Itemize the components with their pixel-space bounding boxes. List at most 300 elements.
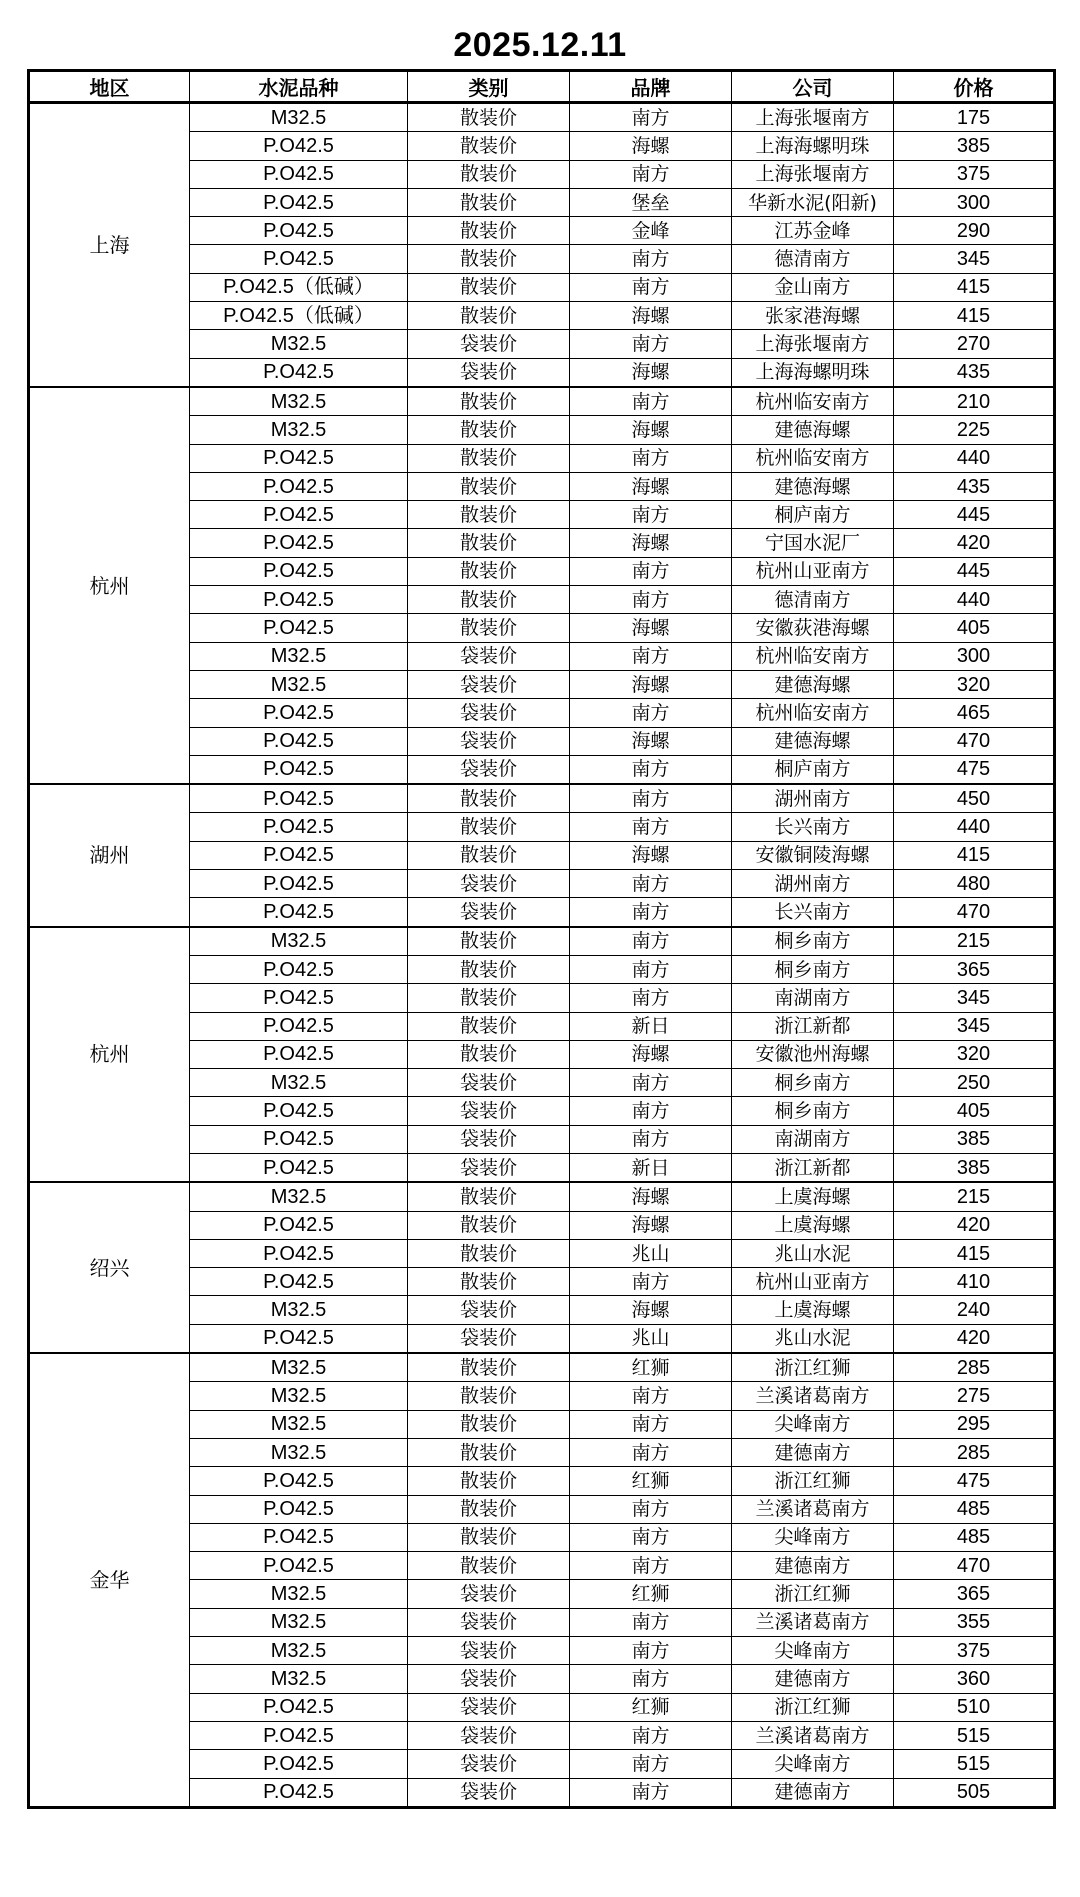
cell-brand: 南方: [570, 1069, 732, 1097]
cell-brand: 红狮: [570, 1353, 732, 1382]
cell-company: 建德南方: [732, 1665, 894, 1693]
cell-price: 385: [894, 1125, 1055, 1153]
cell-price: 510: [894, 1693, 1055, 1721]
cell-brand: 红狮: [570, 1693, 732, 1721]
cell-price: 485: [894, 1495, 1055, 1523]
cell-category: 袋装价: [408, 727, 570, 755]
table-row: [29, 103, 1055, 132]
cell-category: 散装价: [408, 1467, 570, 1495]
cell-variety: P.O42.5: [190, 529, 408, 557]
cell-price: 415: [894, 1239, 1055, 1267]
cell-variety: M32.5: [190, 670, 408, 698]
cell-company: 浙江红狮: [732, 1467, 894, 1495]
cell-price: 420: [894, 1211, 1055, 1239]
cell-category: 散装价: [408, 1182, 570, 1211]
cell-brand: 新日: [570, 1153, 732, 1182]
cell-company: 湖州南方: [732, 784, 894, 813]
cell-category: 袋装价: [408, 330, 570, 358]
cell-price: 505: [894, 1778, 1055, 1807]
cell-price: 345: [894, 245, 1055, 273]
cell-variety: P.O42.5: [190, 841, 408, 869]
cell-company: 张家港海螺: [732, 302, 894, 330]
cell-brand: 金峰: [570, 217, 732, 245]
cell-variety: P.O42.5: [190, 1467, 408, 1495]
cell-company: 上虞海螺: [732, 1182, 894, 1211]
cell-price: 435: [894, 472, 1055, 500]
cell-brand: 新日: [570, 1012, 732, 1040]
cell-variety: M32.5: [190, 103, 408, 132]
cell-price: 515: [894, 1750, 1055, 1778]
cell-company: 桐庐南方: [732, 501, 894, 529]
cell-variety: P.O42.5: [190, 217, 408, 245]
cell-price: 470: [894, 727, 1055, 755]
cell-variety: P.O42.5: [190, 898, 408, 927]
cell-variety: M32.5: [190, 1608, 408, 1636]
table-row: [29, 927, 1055, 956]
cell-variety: P.O42.5: [190, 245, 408, 273]
cell-price: 300: [894, 188, 1055, 216]
cell-category: 散装价: [408, 103, 570, 132]
cell-price: 345: [894, 984, 1055, 1012]
cell-brand: 南方: [570, 586, 732, 614]
cell-company: 德清南方: [732, 586, 894, 614]
cell-category: 散装价: [408, 217, 570, 245]
cell-category: 散装价: [408, 1012, 570, 1040]
cell-company: 浙江红狮: [732, 1353, 894, 1382]
cell-category: 散装价: [408, 529, 570, 557]
cell-company: 浙江新都: [732, 1153, 894, 1182]
cell-variety: P.O42.5: [190, 1211, 408, 1239]
cell-category: 散装价: [408, 1211, 570, 1239]
cell-brand: 堡垒: [570, 188, 732, 216]
cell-region: 杭州: [29, 927, 190, 1183]
cell-category: 袋装价: [408, 755, 570, 784]
cell-company: 尖峰南方: [732, 1410, 894, 1438]
cell-price: 175: [894, 103, 1055, 132]
header-company: 公司: [732, 71, 894, 103]
cell-company: 南湖南方: [732, 1125, 894, 1153]
cell-price: 440: [894, 586, 1055, 614]
cell-company: 杭州山亚南方: [732, 1268, 894, 1296]
cell-category: 散装价: [408, 387, 570, 416]
cell-price: 285: [894, 1353, 1055, 1382]
cell-company: 尖峰南方: [732, 1637, 894, 1665]
cell-category: 袋装价: [408, 1153, 570, 1182]
cell-variety: P.O42.5（低碱）: [190, 302, 408, 330]
cell-variety: P.O42.5: [190, 1012, 408, 1040]
cell-company: 杭州临安南方: [732, 444, 894, 472]
cell-variety: P.O42.5: [190, 1552, 408, 1580]
cell-brand: 南方: [570, 1410, 732, 1438]
cell-category: 散装价: [408, 302, 570, 330]
cell-brand: 红狮: [570, 1467, 732, 1495]
cell-company: 上海张堰南方: [732, 160, 894, 188]
cell-brand: 海螺: [570, 472, 732, 500]
cell-brand: 南方: [570, 1608, 732, 1636]
header-brand: 品牌: [570, 71, 732, 103]
cell-category: 散装价: [408, 1552, 570, 1580]
cell-category: 散装价: [408, 1040, 570, 1068]
cell-price: 415: [894, 302, 1055, 330]
table-row: [29, 1353, 1055, 1382]
cell-brand: 南方: [570, 1268, 732, 1296]
cell-price: 295: [894, 1410, 1055, 1438]
cell-variety: P.O42.5: [190, 160, 408, 188]
cell-category: 袋装价: [408, 1721, 570, 1749]
cell-price: 515: [894, 1721, 1055, 1749]
cell-category: 散装价: [408, 245, 570, 273]
cell-company: 杭州临安南方: [732, 387, 894, 416]
cell-brand: 南方: [570, 1382, 732, 1410]
cell-region: 杭州: [29, 387, 190, 784]
cell-price: 375: [894, 160, 1055, 188]
cell-category: 散装价: [408, 160, 570, 188]
cell-variety: P.O42.5: [190, 1239, 408, 1267]
cell-brand: 南方: [570, 1721, 732, 1749]
cell-price: 405: [894, 1097, 1055, 1125]
cell-price: 435: [894, 358, 1055, 387]
cell-price: 440: [894, 813, 1055, 841]
cell-category: 袋装价: [408, 1778, 570, 1807]
cell-variety: P.O42.5: [190, 188, 408, 216]
cell-company: 上海张堰南方: [732, 103, 894, 132]
cell-company: 建德南方: [732, 1438, 894, 1466]
cell-company: 桐乡南方: [732, 927, 894, 956]
cell-category: 袋装价: [408, 699, 570, 727]
cell-variety: P.O42.5: [190, 557, 408, 585]
cell-company: 长兴南方: [732, 813, 894, 841]
cell-company: 尖峰南方: [732, 1750, 894, 1778]
cell-variety: P.O42.5: [190, 1495, 408, 1523]
cell-company: 建德南方: [732, 1778, 894, 1807]
cell-company: 浙江红狮: [732, 1580, 894, 1608]
cell-price: 385: [894, 1153, 1055, 1182]
cell-company: 上海海螺明珠: [732, 358, 894, 387]
cell-variety: M32.5: [190, 1580, 408, 1608]
cell-variety: M32.5: [190, 1182, 408, 1211]
cell-brand: 南方: [570, 784, 732, 813]
cell-company: 浙江新都: [732, 1012, 894, 1040]
page-title: 2025.12.11: [453, 26, 627, 64]
cell-brand: 南方: [570, 273, 732, 301]
cell-company: 金山南方: [732, 273, 894, 301]
cell-category: 散装价: [408, 984, 570, 1012]
cell-brand: 南方: [570, 1438, 732, 1466]
cell-variety: P.O42.5（低碱）: [190, 273, 408, 301]
cell-brand: 南方: [570, 1750, 732, 1778]
cell-category: 散装价: [408, 416, 570, 444]
cell-brand: 南方: [570, 813, 732, 841]
cell-variety: M32.5: [190, 330, 408, 358]
cell-variety: P.O42.5: [190, 1693, 408, 1721]
cell-variety: P.O42.5: [190, 699, 408, 727]
cell-category: 散装价: [408, 841, 570, 869]
cell-brand: 南方: [570, 870, 732, 898]
table-row: [29, 1182, 1055, 1211]
cell-variety: P.O42.5: [190, 1097, 408, 1125]
cell-variety: M32.5: [190, 1637, 408, 1665]
cell-price: 360: [894, 1665, 1055, 1693]
cell-category: 袋装价: [408, 1324, 570, 1353]
cell-variety: P.O42.5: [190, 1324, 408, 1353]
cell-category: 袋装价: [408, 1296, 570, 1324]
cell-price: 240: [894, 1296, 1055, 1324]
cell-brand: 海螺: [570, 1040, 732, 1068]
cell-variety: M32.5: [190, 1069, 408, 1097]
cell-variety: M32.5: [190, 642, 408, 670]
cell-variety: P.O42.5: [190, 1040, 408, 1068]
cell-price: 285: [894, 1438, 1055, 1466]
cell-price: 290: [894, 217, 1055, 245]
cell-company: 浙江红狮: [732, 1693, 894, 1721]
cell-variety: P.O42.5: [190, 984, 408, 1012]
cell-brand: 南方: [570, 1552, 732, 1580]
cell-company: 兆山水泥: [732, 1324, 894, 1353]
cell-variety: P.O42.5: [190, 1778, 408, 1807]
cell-price: 445: [894, 501, 1055, 529]
cell-price: 355: [894, 1608, 1055, 1636]
cell-variety: P.O42.5: [190, 358, 408, 387]
cell-brand: 海螺: [570, 841, 732, 869]
cell-price: 225: [894, 416, 1055, 444]
cell-variety: M32.5: [190, 416, 408, 444]
cell-price: 420: [894, 529, 1055, 557]
cell-variety: M32.5: [190, 1382, 408, 1410]
cell-price: 445: [894, 557, 1055, 585]
cell-variety: M32.5: [190, 387, 408, 416]
cell-price: 415: [894, 841, 1055, 869]
cell-category: 散装价: [408, 927, 570, 956]
cell-price: 365: [894, 1580, 1055, 1608]
cell-company: 兰溪诸葛南方: [732, 1495, 894, 1523]
cell-brand: 南方: [570, 1495, 732, 1523]
cell-brand: 南方: [570, 1125, 732, 1153]
cell-variety: P.O42.5: [190, 501, 408, 529]
cell-category: 袋装价: [408, 1693, 570, 1721]
cell-company: 宁国水泥厂: [732, 529, 894, 557]
cell-price: 480: [894, 870, 1055, 898]
cell-variety: P.O42.5: [190, 955, 408, 983]
cell-brand: 南方: [570, 955, 732, 983]
cell-company: 上海海螺明珠: [732, 132, 894, 160]
cell-variety: P.O42.5: [190, 614, 408, 642]
cell-company: 兆山水泥: [732, 1239, 894, 1267]
cell-company: 建德南方: [732, 1552, 894, 1580]
cell-category: 散装价: [408, 557, 570, 585]
cell-category: 散装价: [408, 586, 570, 614]
cell-category: 散装价: [408, 1382, 570, 1410]
cell-company: 德清南方: [732, 245, 894, 273]
cell-category: 袋装价: [408, 1580, 570, 1608]
cell-variety: P.O42.5: [190, 727, 408, 755]
cell-company: 上虞海螺: [732, 1296, 894, 1324]
cell-company: 杭州临安南方: [732, 699, 894, 727]
header-region: 地区: [29, 71, 190, 103]
cell-variety: P.O42.5: [190, 755, 408, 784]
cell-brand: 海螺: [570, 727, 732, 755]
cell-category: 散装价: [408, 188, 570, 216]
cell-company: 安徽铜陵海螺: [732, 841, 894, 869]
cell-region: 金华: [29, 1353, 190, 1807]
cell-variety: P.O42.5: [190, 472, 408, 500]
cell-price: 450: [894, 784, 1055, 813]
cell-price: 470: [894, 1552, 1055, 1580]
cell-price: 475: [894, 1467, 1055, 1495]
cell-variety: P.O42.5: [190, 444, 408, 472]
cell-brand: 南方: [570, 160, 732, 188]
cell-company: 华新水泥(阳新): [732, 188, 894, 216]
cell-variety: M32.5: [190, 1353, 408, 1382]
cell-price: 250: [894, 1069, 1055, 1097]
cell-company: 兰溪诸葛南方: [732, 1721, 894, 1749]
header-category: 类别: [408, 71, 570, 103]
cell-price: 410: [894, 1268, 1055, 1296]
cell-variety: P.O42.5: [190, 1523, 408, 1551]
cell-category: 散装价: [408, 614, 570, 642]
cell-company: 桐乡南方: [732, 1097, 894, 1125]
cell-category: 散装价: [408, 1268, 570, 1296]
cell-company: 建德海螺: [732, 416, 894, 444]
cell-brand: 南方: [570, 755, 732, 784]
table-header-row: [29, 71, 1055, 103]
cell-company: 长兴南方: [732, 898, 894, 927]
cell-category: 袋装价: [408, 1069, 570, 1097]
cell-brand: 南方: [570, 984, 732, 1012]
cell-category: 袋装价: [408, 1637, 570, 1665]
cell-price: 485: [894, 1523, 1055, 1551]
cell-brand: 红狮: [570, 1580, 732, 1608]
cell-region: 湖州: [29, 784, 190, 926]
cell-price: 275: [894, 1382, 1055, 1410]
cell-price: 320: [894, 1040, 1055, 1068]
cell-brand: 海螺: [570, 416, 732, 444]
cell-variety: P.O42.5: [190, 813, 408, 841]
cell-variety: M32.5: [190, 1296, 408, 1324]
cell-category: 袋装价: [408, 870, 570, 898]
cell-brand: 南方: [570, 103, 732, 132]
cell-category: 袋装价: [408, 1665, 570, 1693]
cell-brand: 南方: [570, 898, 732, 927]
cell-category: 袋装价: [408, 1125, 570, 1153]
cell-brand: 南方: [570, 444, 732, 472]
cell-brand: 南方: [570, 557, 732, 585]
cell-variety: P.O42.5: [190, 132, 408, 160]
cell-company: 安徽池州海螺: [732, 1040, 894, 1068]
cell-brand: 南方: [570, 1665, 732, 1693]
table-body: [29, 103, 1055, 1808]
cell-category: 散装价: [408, 273, 570, 301]
cell-company: 杭州山亚南方: [732, 557, 894, 585]
cell-region: 上海: [29, 103, 190, 387]
cell-price: 300: [894, 642, 1055, 670]
cell-variety: M32.5: [190, 1665, 408, 1693]
cell-company: 尖峰南方: [732, 1523, 894, 1551]
cell-company: 建德海螺: [732, 727, 894, 755]
cell-brand: 南方: [570, 387, 732, 416]
cell-brand: 南方: [570, 927, 732, 956]
cell-category: 散装价: [408, 784, 570, 813]
cell-variety: P.O42.5: [190, 1268, 408, 1296]
cell-variety: P.O42.5: [190, 1125, 408, 1153]
cell-company: 江苏金峰: [732, 217, 894, 245]
cell-brand: 海螺: [570, 1296, 732, 1324]
cell-brand: 南方: [570, 330, 732, 358]
cell-company: 桐乡南方: [732, 1069, 894, 1097]
cell-brand: 南方: [570, 642, 732, 670]
cell-company: 湖州南方: [732, 870, 894, 898]
table-row: [29, 784, 1055, 813]
cell-price: 375: [894, 1637, 1055, 1665]
cell-category: 散装价: [408, 501, 570, 529]
cell-category: 散装价: [408, 472, 570, 500]
cell-category: 袋装价: [408, 1608, 570, 1636]
cell-brand: 海螺: [570, 529, 732, 557]
cell-company: 兰溪诸葛南方: [732, 1382, 894, 1410]
cell-price: 270: [894, 330, 1055, 358]
cell-price: 440: [894, 444, 1055, 472]
cell-variety: P.O42.5: [190, 870, 408, 898]
cell-company: 建德海螺: [732, 670, 894, 698]
cell-brand: 海螺: [570, 132, 732, 160]
cell-company: 南湖南方: [732, 984, 894, 1012]
cell-price: 385: [894, 132, 1055, 160]
cell-category: 袋装价: [408, 1750, 570, 1778]
cell-brand: 海螺: [570, 1211, 732, 1239]
cell-price: 405: [894, 614, 1055, 642]
cell-brand: 南方: [570, 699, 732, 727]
cell-category: 散装价: [408, 1495, 570, 1523]
cell-brand: 海螺: [570, 302, 732, 330]
cell-variety: M32.5: [190, 1438, 408, 1466]
cell-company: 桐乡南方: [732, 955, 894, 983]
cell-price: 475: [894, 755, 1055, 784]
cell-variety: P.O42.5: [190, 586, 408, 614]
cell-price: 365: [894, 955, 1055, 983]
cell-category: 散装价: [408, 444, 570, 472]
cell-brand: 海螺: [570, 614, 732, 642]
cell-brand: 南方: [570, 245, 732, 273]
cell-price: 320: [894, 670, 1055, 698]
cell-category: 袋装价: [408, 358, 570, 387]
cell-price: 465: [894, 699, 1055, 727]
cell-category: 散装价: [408, 1438, 570, 1466]
cell-variety: P.O42.5: [190, 784, 408, 813]
cell-category: 袋装价: [408, 642, 570, 670]
cell-variety: M32.5: [190, 927, 408, 956]
cell-brand: 南方: [570, 1778, 732, 1807]
cell-price: 420: [894, 1324, 1055, 1353]
cell-price: 215: [894, 927, 1055, 956]
cell-company: 安徽荻港海螺: [732, 614, 894, 642]
cell-company: 桐庐南方: [732, 755, 894, 784]
cell-category: 散装价: [408, 1523, 570, 1551]
cell-category: 袋装价: [408, 670, 570, 698]
header-price: 价格: [894, 71, 1055, 103]
cell-brand: 南方: [570, 501, 732, 529]
cell-category: 散装价: [408, 1239, 570, 1267]
cell-company: 上海张堰南方: [732, 330, 894, 358]
cell-region: 绍兴: [29, 1182, 190, 1353]
cell-category: 散装价: [408, 1410, 570, 1438]
header-cement-variety: 水泥品种: [190, 71, 408, 103]
cell-company: 兰溪诸葛南方: [732, 1608, 894, 1636]
cell-brand: 兆山: [570, 1324, 732, 1353]
cell-category: 袋装价: [408, 1097, 570, 1125]
cell-category: 散装价: [408, 1353, 570, 1382]
table-row: [29, 387, 1055, 416]
cell-brand: 海螺: [570, 1182, 732, 1211]
cell-company: 上虞海螺: [732, 1211, 894, 1239]
